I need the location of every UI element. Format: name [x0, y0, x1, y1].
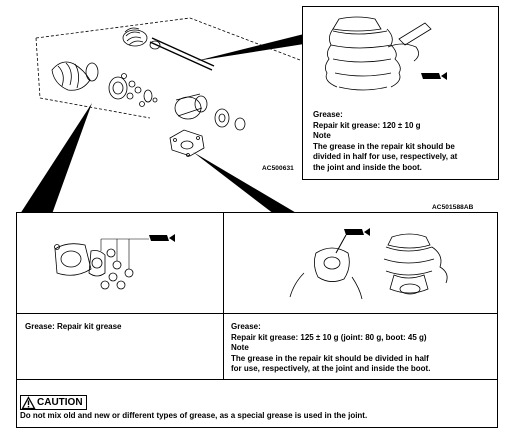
joint-components-illustration [17, 213, 223, 313]
boot-grease-illustration [303, 7, 498, 107]
left-grease-cell [25, 322, 122, 333]
warning-triangle-icon [22, 397, 35, 409]
table-row-divider-2 [17, 379, 497, 380]
inset-note-label: Note [313, 131, 331, 140]
table-figure-code: AC501588AB [432, 204, 474, 211]
boot-packing-illustration [224, 213, 497, 313]
inset-note-line-1: The grease in the repair kit should be [313, 141, 455, 151]
inset-grease-amount: Repair kit grease: 120 ± 10 g [313, 120, 421, 130]
inset-note-line-2: divided in half for use, respectively, at [313, 152, 458, 161]
main-figure-code: AC500631 [262, 165, 294, 172]
caution-badge [20, 395, 87, 410]
inset-note-line-3: the joint and inside the boot. [313, 162, 422, 172]
caution-text: Do not mix old and new or different types of grease, as a special grease is used in the joint. [20, 411, 368, 420]
right-note-label: Note [231, 343, 249, 352]
inset-note-box [302, 6, 499, 180]
table-row-divider-1 [17, 313, 497, 314]
inset-grease-heading: Grease: [313, 110, 343, 119]
right-grease-heading: Grease: [231, 322, 261, 331]
grease-table [16, 212, 498, 428]
left-grease-text: Grease: Repair kit grease [25, 322, 122, 331]
right-note-line-2: for use, respectively, at the joint and inside the boot. [231, 364, 431, 373]
right-grease-amount: Repair kit grease: 125 ± 10 g (joint: 80 g, boot: 45 g) [231, 332, 427, 342]
right-note-line-1: The grease in the repair kit should be divided in half [231, 353, 429, 363]
right-grease-cell [231, 322, 430, 375]
caution-label: CAUTION [37, 397, 83, 408]
